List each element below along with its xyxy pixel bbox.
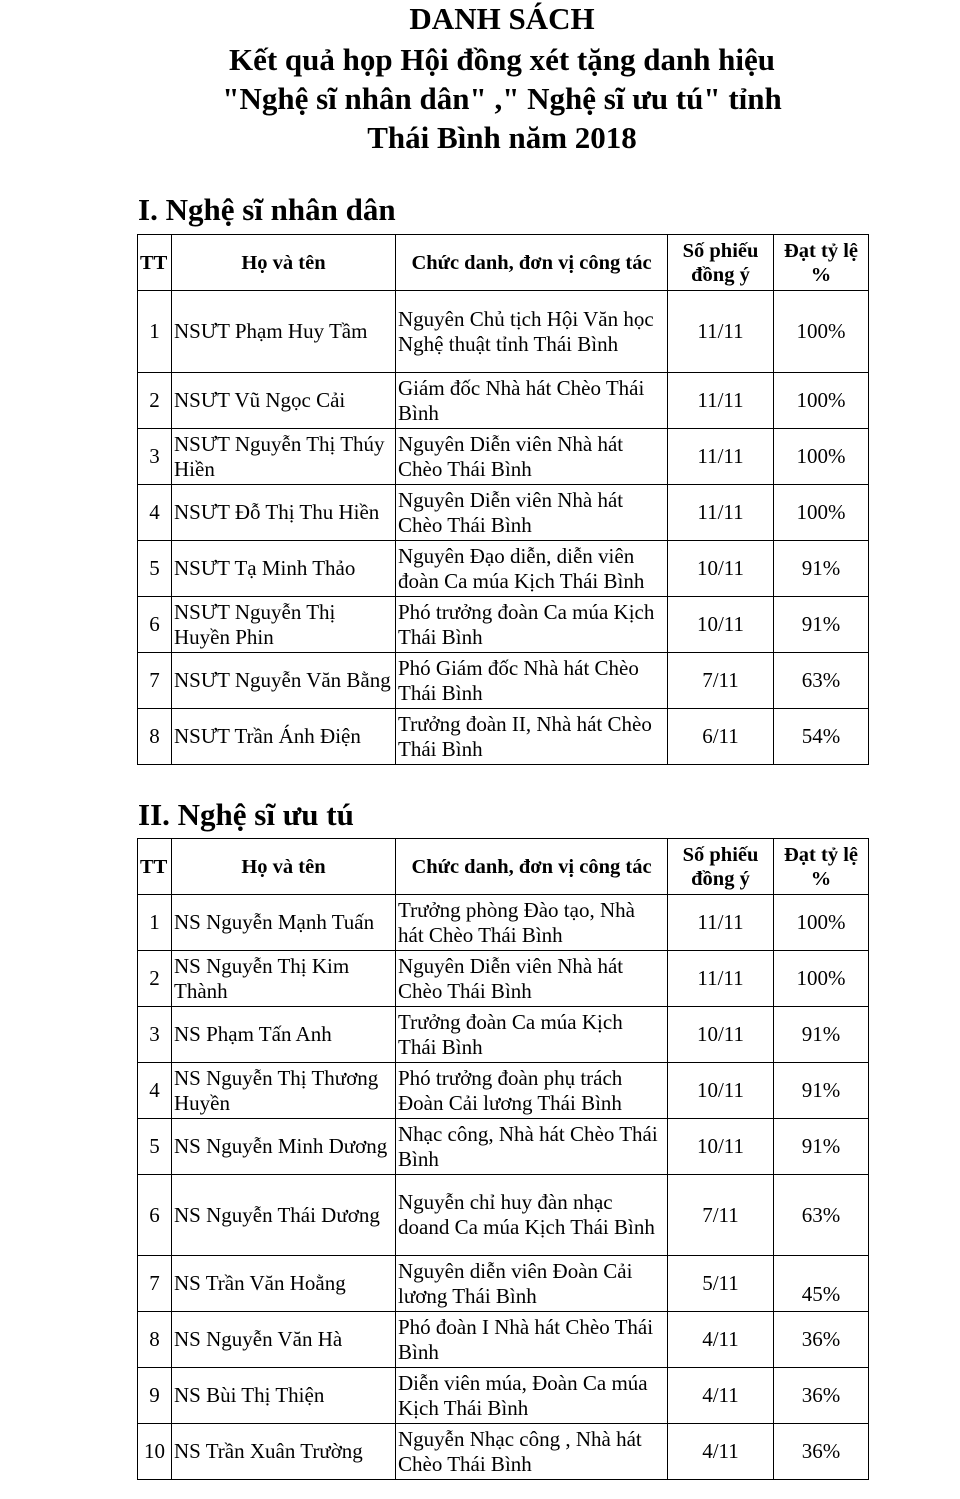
cell-rate: 63% [774, 653, 869, 709]
cell-rate: 100% [774, 291, 869, 373]
table-row [138, 541, 869, 597]
cell-votes: 4/11 [668, 1424, 774, 1480]
table-nsnd [137, 234, 869, 765]
cell-votes: 10/11 [668, 541, 774, 597]
section-heading-nsnd: I. Nghệ sĩ nhân dân [138, 192, 396, 227]
table-row [138, 1368, 869, 1424]
cell-votes: 11/11 [668, 895, 774, 951]
cell-tt: 7 [138, 1256, 172, 1312]
cell-tt: 3 [138, 429, 172, 485]
table-row [138, 373, 869, 429]
table-row [138, 1256, 869, 1312]
cell-tt: 5 [138, 541, 172, 597]
cell-position: Nguyên diễn viên Đoàn Cải lương Thái Bình [396, 1256, 668, 1312]
document-subtitle-line-2: "Nghệ sĩ nhân dân" ," Nghệ sĩ ưu tú" tỉnh [222, 81, 782, 116]
cell-tt: 4 [138, 485, 172, 541]
table-row [138, 485, 869, 541]
cell-rate: 91% [774, 597, 869, 653]
cell-rate: 45% [774, 1256, 869, 1312]
cell-name: NS Nguyễn Thái Dương [172, 1175, 396, 1256]
cell-name: NS Nguyễn Thị Kim Thành [172, 951, 396, 1007]
cell-position: Nhạc công, Nhà hát Chèo Thái Bình [396, 1119, 668, 1175]
cell-votes: 11/11 [668, 373, 774, 429]
cell-name: NSƯT Trần Ánh Điện [172, 709, 396, 765]
cell-name: NS Phạm Tấn Anh [172, 1007, 396, 1063]
header-votes: Số phiếu đồng ý [668, 839, 774, 895]
cell-position: Trưởng phòng Đào tạo, Nhà hát Chèo Thái Bình [396, 895, 668, 951]
header-name: Họ và tên [172, 235, 396, 291]
cell-votes: 6/11 [668, 709, 774, 765]
cell-tt: 8 [138, 1312, 172, 1368]
cell-name: NS Nguyễn Văn Hà [172, 1312, 396, 1368]
cell-position: Giám đốc Nhà hát Chèo Thái Bình [396, 373, 668, 429]
cell-rate: 91% [774, 1063, 869, 1119]
cell-position: Trưởng đoàn Ca múa Kịch Thái Bình [396, 1007, 668, 1063]
table-row [138, 1063, 869, 1119]
cell-votes: 11/11 [668, 429, 774, 485]
cell-position: Diễn viên múa, Đoàn Ca múa Kịch Thái Bình [396, 1368, 668, 1424]
cell-tt: 10 [138, 1424, 172, 1480]
cell-name: NSƯT Nguyễn Thị Thúy Hiền [172, 429, 396, 485]
cell-rate: 63% [774, 1175, 869, 1256]
header-position: Chức danh, đơn vị công tác [396, 235, 668, 291]
cell-position: Phó Giám đốc Nhà hát Chèo Thái Bình [396, 653, 668, 709]
cell-name: NSƯT Nguyễn Thị Huyền Phin [172, 597, 396, 653]
cell-votes: 10/11 [668, 1007, 774, 1063]
table-row [138, 1007, 869, 1063]
cell-position: Nguyễn chỉ huy đàn nhạc doand Ca múa Kịch Thái Bình [396, 1175, 668, 1256]
cell-votes: 10/11 [668, 1063, 774, 1119]
cell-tt: 3 [138, 1007, 172, 1063]
document-subtitle-line-3: Thái Bình năm 2018 [367, 120, 637, 155]
document-subtitle-line-1: Kết quả họp Hội đồng xét tặng danh hiệu [228, 42, 776, 77]
cell-name: NSƯT Đỗ Thị Thu Hiền [172, 485, 396, 541]
cell-name: NSƯT Nguyễn Văn Bằng [172, 653, 396, 709]
table-row [138, 1424, 869, 1480]
header-tt: TT [138, 839, 172, 895]
document-title: DANH SÁCH [409, 1, 595, 36]
table-row [138, 429, 869, 485]
cell-rate: 36% [774, 1368, 869, 1424]
cell-rate: 36% [774, 1424, 869, 1480]
cell-votes: 4/11 [668, 1368, 774, 1424]
header-name: Họ và tên [172, 839, 396, 895]
table-nsut [137, 838, 869, 1480]
cell-position: Phó trưởng đoàn Ca múa Kịch Thái Bình [396, 597, 668, 653]
cell-position: Nguyễn Nhạc công , Nhà hát Chèo Thái Bình [396, 1424, 668, 1480]
section-heading-nsut: II. Nghệ sĩ ưu tú [138, 797, 354, 832]
table-header-row [138, 235, 869, 291]
cell-rate: 91% [774, 541, 869, 597]
cell-tt: 1 [138, 291, 172, 373]
cell-votes: 7/11 [668, 1175, 774, 1256]
cell-name: NSƯT Tạ Minh Thảo [172, 541, 396, 597]
table-row [138, 1119, 869, 1175]
table-row [138, 1312, 869, 1368]
cell-position: Phó trưởng đoàn phụ trách Đoàn Cải lương Thái Bình [396, 1063, 668, 1119]
cell-position: Nguyên Diễn viên Nhà hát Chèo Thái Bình [396, 429, 668, 485]
cell-votes: 7/11 [668, 653, 774, 709]
cell-tt: 2 [138, 373, 172, 429]
cell-rate: 100% [774, 485, 869, 541]
cell-votes: 11/11 [668, 485, 774, 541]
header-votes: Số phiếu đồng ý [668, 235, 774, 291]
header-rate: Đạt tỷ lệ % [774, 839, 869, 895]
cell-rate: 100% [774, 429, 869, 485]
cell-rate: 91% [774, 1119, 869, 1175]
table-row [138, 597, 869, 653]
cell-tt: 6 [138, 597, 172, 653]
cell-tt: 7 [138, 653, 172, 709]
cell-votes: 5/11 [668, 1256, 774, 1312]
cell-votes: 10/11 [668, 1119, 774, 1175]
cell-votes: 11/11 [668, 291, 774, 373]
cell-name: NS Nguyễn Minh Dương [172, 1119, 396, 1175]
header-position: Chức danh, đơn vị công tác [396, 839, 668, 895]
cell-tt: 2 [138, 951, 172, 1007]
cell-position: Trưởng đoàn II, Nhà hát Chèo Thái Bình [396, 709, 668, 765]
cell-position: Nguyên Diễn viên Nhà hát Chèo Thái Bình [396, 951, 668, 1007]
header-rate: Đạt tỷ lệ % [774, 235, 869, 291]
cell-rate: 100% [774, 951, 869, 1007]
cell-tt: 9 [138, 1368, 172, 1424]
header-tt: TT [138, 235, 172, 291]
cell-tt: 8 [138, 709, 172, 765]
cell-votes: 10/11 [668, 597, 774, 653]
table-row [138, 709, 869, 765]
cell-name: NSƯT Vũ Ngọc Cải [172, 373, 396, 429]
cell-name: NS Trần Xuân Trường [172, 1424, 396, 1480]
cell-rate: 91% [774, 1007, 869, 1063]
cell-position: Nguyên Diễn viên Nhà hát Chèo Thái Bình [396, 485, 668, 541]
cell-position: Nguyên Đạo diễn, diễn viên đoàn Ca múa Kịch Thái Bình [396, 541, 668, 597]
cell-rate: 100% [774, 895, 869, 951]
cell-name: NS Trần Văn Hoằng [172, 1256, 396, 1312]
cell-position: Phó đoàn I Nhà hát Chèo Thái Bình [396, 1312, 668, 1368]
cell-name: NS Bùi Thị Thiện [172, 1368, 396, 1424]
cell-tt: 5 [138, 1119, 172, 1175]
cell-rate: 36% [774, 1312, 869, 1368]
table-row [138, 1175, 869, 1256]
cell-name: NSƯT Phạm Huy Tầm [172, 291, 396, 373]
cell-rate: 54% [774, 709, 869, 765]
table-row [138, 951, 869, 1007]
table-header-row [138, 839, 869, 895]
cell-tt: 4 [138, 1063, 172, 1119]
table-row [138, 291, 869, 373]
table-row [138, 653, 869, 709]
cell-name: NS Nguyễn Thị Thương Huyền [172, 1063, 396, 1119]
cell-position: Nguyên Chủ tịch Hội Văn học Nghệ thuật tỉnh Thái Bình [396, 291, 668, 373]
cell-votes: 4/11 [668, 1312, 774, 1368]
cell-votes: 11/11 [668, 951, 774, 1007]
cell-rate: 100% [774, 373, 869, 429]
cell-name: NS Nguyễn Mạnh Tuấn [172, 895, 396, 951]
cell-tt: 6 [138, 1175, 172, 1256]
table-row [138, 895, 869, 951]
cell-tt: 1 [138, 895, 172, 951]
